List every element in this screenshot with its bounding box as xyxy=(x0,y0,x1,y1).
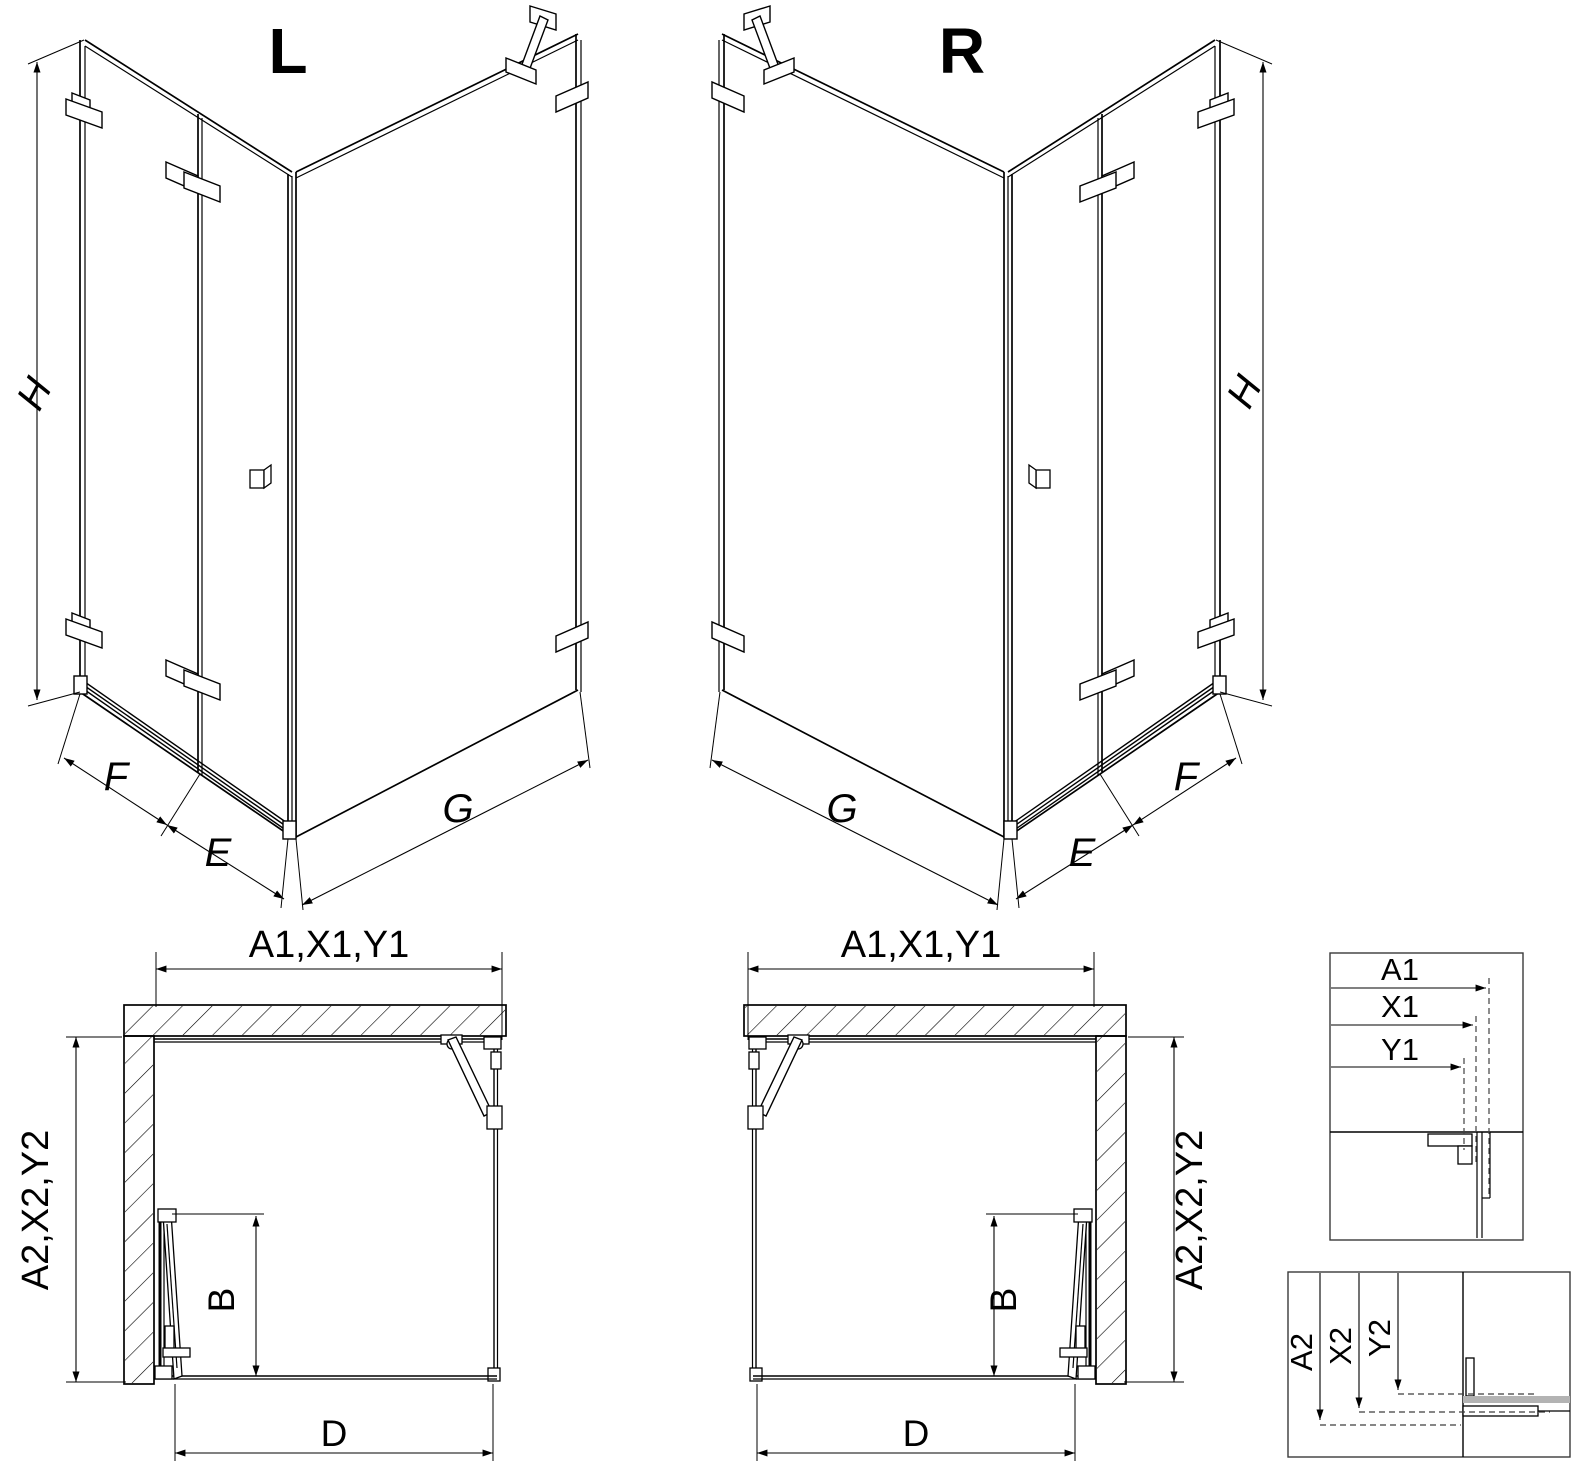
dim-label-width-left-plan: A1,X1,Y1 xyxy=(248,924,410,966)
dim-label-d-left-plan: D xyxy=(320,1413,348,1454)
dim-label-d-right-plan: D xyxy=(902,1413,930,1454)
wall-hatch-top-left-plan xyxy=(125,1006,505,1035)
plan-view-left xyxy=(15,924,506,1461)
detail-label-x1: X1 xyxy=(1381,989,1419,1024)
detail-width-reference xyxy=(1330,952,1523,1240)
plan-view-right xyxy=(744,924,1211,1461)
dim-label-g-left: G xyxy=(442,787,474,831)
iso-view-left xyxy=(8,6,590,910)
wall-hatch-side-right-plan xyxy=(1097,1037,1125,1383)
dim-label-width-right-plan: A1,X1,Y1 xyxy=(840,924,1002,966)
wall-hatch-top-right-plan xyxy=(745,1006,1125,1035)
detail-label-x2: X2 xyxy=(1323,1327,1358,1365)
dim-label-b-left-plan: B xyxy=(201,1287,242,1313)
dim-label-e-right: E xyxy=(1068,831,1096,875)
dim-label-depth-right-plan: A2,X2,Y2 xyxy=(1169,1129,1211,1291)
detail-width-frame xyxy=(1330,953,1523,1240)
dim-label-b-right-plan: B xyxy=(983,1287,1024,1313)
dim-label-depth-left-plan: A2,X2,Y2 xyxy=(15,1129,57,1291)
detail-label-a1: A1 xyxy=(1381,952,1419,987)
dim-label-height-right: H xyxy=(1218,368,1271,415)
dim-label-e-left: E xyxy=(204,831,232,875)
detail-label-y2: Y2 xyxy=(1362,1319,1397,1357)
iso-view-right xyxy=(710,6,1272,910)
detail-label-a2: A2 xyxy=(1284,1333,1319,1371)
detail-depth-reference xyxy=(1284,1272,1570,1457)
detail-label-y1: Y1 xyxy=(1381,1032,1419,1067)
dim-label-f-right: F xyxy=(1173,755,1199,799)
variant-label-left: L xyxy=(268,15,308,87)
wall-hatch-side-left-plan xyxy=(125,1037,153,1383)
dim-label-height-left: H xyxy=(8,370,61,417)
variant-label-right: R xyxy=(938,15,986,87)
dim-label-g-right: G xyxy=(826,787,858,831)
dim-label-f-left: F xyxy=(103,755,129,799)
